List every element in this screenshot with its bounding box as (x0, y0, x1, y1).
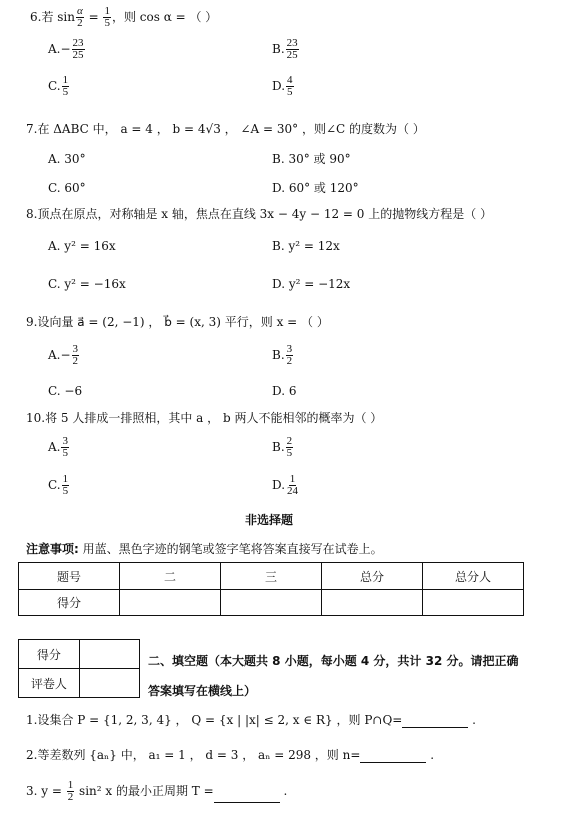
fill-section-heading-line2: 答案填写在横线上） (148, 684, 257, 698)
score-table-header: 题号 (19, 563, 120, 590)
grader-box (18, 639, 140, 698)
score-table-header: 总分人 (423, 563, 524, 590)
score-table-header: 三 (221, 563, 322, 590)
q9-option-b[interactable]: B. $\frac{3}{2}$ (272, 343, 293, 367)
fill-q3: 3. y = $\frac{1}{2}$ sin² x 的最小正周期 T = . (26, 779, 288, 803)
score-table (18, 562, 524, 616)
q6-frac: $\frac{\alpha}{2}$ (77, 5, 83, 29)
score-table-row (19, 590, 524, 616)
notice-text: 用蓝、黑色字迹的钢笔或签字笔将答案直接写在试卷上。 (78, 542, 383, 556)
q8-option-d[interactable]: D. y² = −12x (272, 277, 351, 291)
score-table-header-row (19, 563, 524, 590)
q8-option-a[interactable]: A. y² = 16x (48, 239, 116, 253)
grader-name-label: 评卷人 (19, 669, 80, 698)
grader-score-cell[interactable] (79, 640, 139, 669)
q6-rhs: $\frac{1}{5}$ (104, 5, 110, 29)
q8-option-b[interactable]: B. y² = 12x (272, 239, 340, 253)
q6-option-c[interactable]: C. $\frac{1}{5}$ (48, 74, 69, 98)
score-cell[interactable] (221, 590, 322, 616)
q10-option-d[interactable]: D. $\frac{1}{24}$ (272, 473, 299, 497)
q6-option-d[interactable]: D. $\frac{4}{5}$ (272, 74, 293, 98)
q6-option-a[interactable]: A.− $\frac{23}{25}$ (48, 37, 84, 61)
fill-q1: 1.设集合 P = {1, 2, 3, 4} ， Q = {x | |x| ≤ 2, x ∈ R} ，则 P∩Q= . (26, 713, 476, 727)
fill-q3-blank[interactable] (214, 790, 280, 803)
score-cell[interactable] (423, 590, 524, 616)
section-title: 非选择题 (245, 513, 294, 527)
q9-option-d[interactable]: D. 6 (272, 384, 297, 398)
q7-option-a[interactable]: A. 30° (48, 152, 86, 166)
grader-score-label: 得分 (19, 640, 80, 669)
q7-option-b[interactable]: B. 30° 或 90° (272, 152, 351, 166)
score-cell[interactable] (322, 590, 423, 616)
fill-q1-blank[interactable] (402, 715, 468, 728)
grader-name-cell[interactable] (79, 669, 139, 698)
q9-stem: 9.设向量 a⃗ = (2, −1) ， b⃗ = (x, 3) 平行，则 x = （ ） (26, 315, 329, 329)
q6-option-b[interactable]: B. $\frac{23}{25}$ (272, 37, 298, 61)
notice (26, 540, 383, 557)
q7-stem: 7.在 ΔABC 中， a = 4 ， b = 4√3 ， ∠A = 30° ，则∠C 的度数为（ ） (26, 122, 425, 136)
fill-section-heading-line1: 二、填空题（本大题共 8 小题，每小题 4 分，共计 32 分。请把正确 (148, 654, 519, 668)
q10-option-a[interactable]: A. $\frac{3}{5}$ (48, 435, 68, 459)
q10-option-b[interactable]: B. $\frac{2}{5}$ (272, 435, 293, 459)
q9-option-c[interactable]: C. −6 (48, 384, 83, 398)
score-table-header: 总分 (322, 563, 423, 590)
q7-option-c[interactable]: C. 60° (48, 181, 86, 195)
notice-label: 注意事项: (26, 542, 79, 556)
score-table-header: 二 (120, 563, 221, 590)
score-row-label: 得分 (19, 590, 120, 616)
q7-option-d[interactable]: D. 60° 或 120° (272, 181, 359, 195)
q10-stem: 10.将 5 人排成一排照相，其中 a ， b 两人不能相邻的概率为（ ） (26, 411, 383, 425)
fill-q2-blank[interactable] (360, 750, 426, 763)
q8-stem: 8.顶点在原点，对称轴是 x 轴，焦点在直线 3x − 4y − 12 = 0 上的抛物线方程是（ ） (26, 207, 493, 221)
q6-stem: 6.若 sin $\frac{\alpha}{2}$ = $\frac{1}{5}$ ，则 cos α = （ ） (30, 5, 218, 29)
q9-option-a[interactable]: A.− $\frac{3}{2}$ (48, 343, 79, 367)
fill-q2: 2.等差数列 {aₙ} 中， a₁ = 1 ， d = 3 ， aₙ = 298 ，则 n= . (26, 748, 435, 762)
q8-option-c[interactable]: C. y² = −16x (48, 277, 126, 291)
q10-option-c[interactable]: C. $\frac{1}{5}$ (48, 473, 69, 497)
score-cell[interactable] (120, 590, 221, 616)
